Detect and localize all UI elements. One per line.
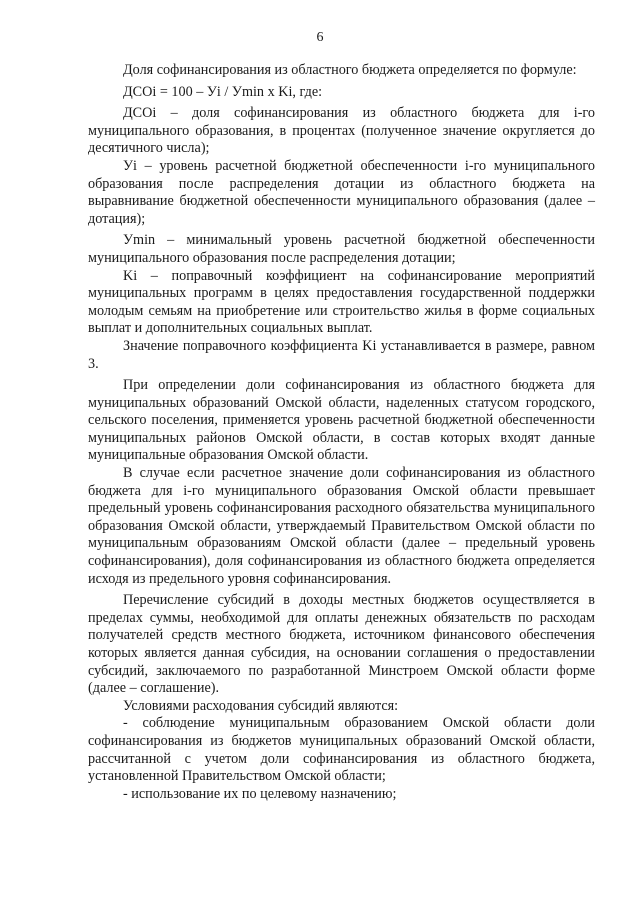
paragraph-ki-definition: Ki – поправочный коэффициент на софинансирование мероприятий муниципальных программ в целях предоставления государственной поддержки молодым семьям на приобретение или строительство жилья в форме социальных выплат и дополнительных социальных выплат.	[88, 267, 595, 337]
paragraph-ki-value: Значение поправочного коэффициента Ki устанавливается в размере, равном 3.	[88, 337, 595, 372]
paragraph-formula: ДСОi = 100 – Уi / Уmin x Ki, где:	[123, 83, 323, 100]
paragraph-condition-purpose: - использование их по целевому назначению;	[123, 785, 397, 802]
paragraph-limit-level: В случае если расчетное значение доли софинансирования из областного бюджета для i-го муниципального образования Омской области превышает предельный уровень софинансирования расходного обязательства муниципального образования Омской области, утверждаемый Правительством Омской области по муниципальным образованиям Омской области (далее – предельный уровень софинансирования), доля софинансирования из областного бюджета определяется исходя из предельного уровня софинансирования.	[88, 465, 595, 587]
paragraph-dsoi-definition: ДСОi – доля софинансирования из областного бюджета для i-го муниципального образования, в процентах (полученное значение округляется до десятичного числа);	[88, 105, 595, 157]
paragraph-condition-cofinancing: - соблюдение муниципальным образованием Омской области доли софинансирования из бюджетов муниципальных образований Омской области, рассчитанной с учетом доли софинансирования из областного бюджета, установленной Правительством Омской области;	[88, 715, 595, 785]
document-body	[88, 62, 595, 803]
paragraph-ymin-definition: Уmin – минимальный уровень расчетной бюджетной обеспеченности муниципального образования после распределения дотации;	[88, 232, 595, 266]
page-number: 6	[316, 30, 324, 45]
paragraph-conditions-heading: Условиями расходования субсидий являются:	[123, 697, 399, 714]
paragraph-yi-definition: Уi – уровень расчетной бюджетной обеспеченности i-го муниципального образования после распределения дотации из областного бюджета на выравнивание бюджетной обеспеченности муниципального образования (далее – дотация);	[88, 157, 595, 227]
paragraph-subsidy-transfer: Перечисление субсидий в доходы местных бюджетов осуществляется в пределах суммы, необходимой для оплаты денежных обязательств по расходам получателей средств местного бюджета, источником финансового обеспечения которых является данная субсидия, на основании соглашения о предоставлении субсидий, заключаемого по разработанной Минстроем Омской области форме (далее – соглашение).	[88, 592, 595, 697]
paragraph-formula-intro: Доля софинансирования из областного бюджета определяется по формуле:	[123, 62, 577, 78]
paragraph-settlements: При определении доли софинансирования из областного бюджета для муниципальных образований Омской области, наделенных статусом городского, сельского поселения, применяется уровень расчетной бюджетной обеспеченности муниципальных районов Омской области, в состав которых входят данные муниципальные образования Омской области.	[88, 377, 595, 464]
